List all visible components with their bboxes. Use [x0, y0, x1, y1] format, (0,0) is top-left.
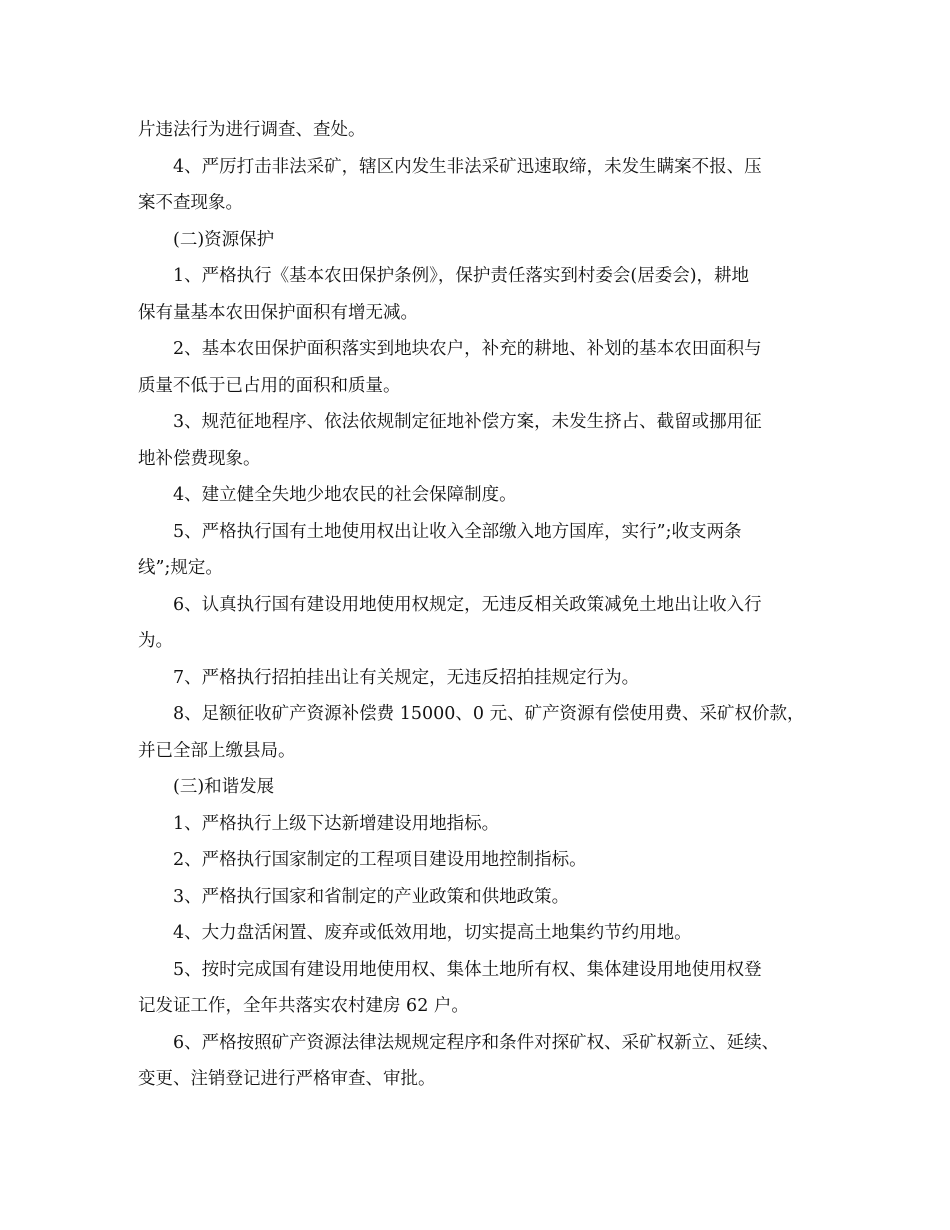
- text-line: 3、规范征地程序、依法依规制定征地补偿方案，未发生挤占、截留或挪用征: [173, 412, 762, 432]
- text-line: 并已全部上缴县局。: [138, 740, 296, 761]
- document-body: [138, 112, 818, 1098]
- text-line: 质量不低于已占用的面积和质量。: [138, 375, 401, 396]
- text-line: 案不查现象。: [138, 193, 243, 213]
- text-line: 7、严格执行招拍挂出让有关规定，无违反招拍挂规定行为。: [173, 667, 640, 688]
- text-line: 4、严厉打击非法采矿，辖区内发生非法采矿迅速取缔，未发生瞒案不报、压: [173, 156, 762, 177]
- text-line: 3、严格执行国家和省制定的产业政策和供地政策。: [173, 886, 570, 907]
- text-line: 记发证工作，全年共落实农村建房 62 户。: [138, 996, 469, 1016]
- text-line: 8、足额征收矿产资源补偿费 15000、0 元、矿产资源有偿使用费、采矿权价款，: [173, 704, 805, 724]
- text-line: 2、基本农田保护面积落实到地块农户，补充的耕地、补划的基本农田面积与: [173, 339, 762, 359]
- text-line: 6、严格按照矿产资源法律法规规定程序和条件对探矿权、采矿权新立、延续、: [173, 1032, 780, 1053]
- text-line: 5、按时完成国有建设用地使用权、集体土地所有权、集体建设用地使用权登: [173, 959, 762, 980]
- text-line: 2、严格执行国家制定的工程项目建设用地控制指标。: [173, 850, 587, 870]
- text-line: 片违法行为进行调查、查处。: [138, 120, 366, 140]
- text-line: 1、严格执行上级下达新增建设用地指标。: [173, 813, 500, 834]
- text-line: 1、严格执行《基本农田保护条例》，保护责任落实到村委会(居委会)，耕地: [173, 266, 750, 286]
- section-heading: (三)和谐发展: [173, 777, 275, 797]
- text-line: 6、认真执行国有建设用地使用权规定，无违反相关政策减免土地出让收入行: [173, 594, 762, 615]
- text-line: 保有量基本农田保护面积有增无减。: [138, 302, 418, 323]
- text-line: 地补偿费现象。: [138, 448, 261, 469]
- text-line: 5、严格执行国有土地使用权出让收入全部缴入地方国库，实行”;收支两条: [173, 521, 742, 542]
- text-line: 线”;规定。: [138, 558, 223, 578]
- text-line: 变更、注销登记进行严格审查、审批。: [138, 1069, 436, 1089]
- section-heading: (二)资源保护: [173, 229, 275, 250]
- text-line: 4、建立健全失地少地农民的社会保障制度。: [173, 485, 517, 505]
- text-line: 为。: [138, 631, 173, 651]
- text-line: 4、大力盘活闲置、废弃或低效用地，切实提高土地集约节约用地。: [173, 923, 692, 943]
